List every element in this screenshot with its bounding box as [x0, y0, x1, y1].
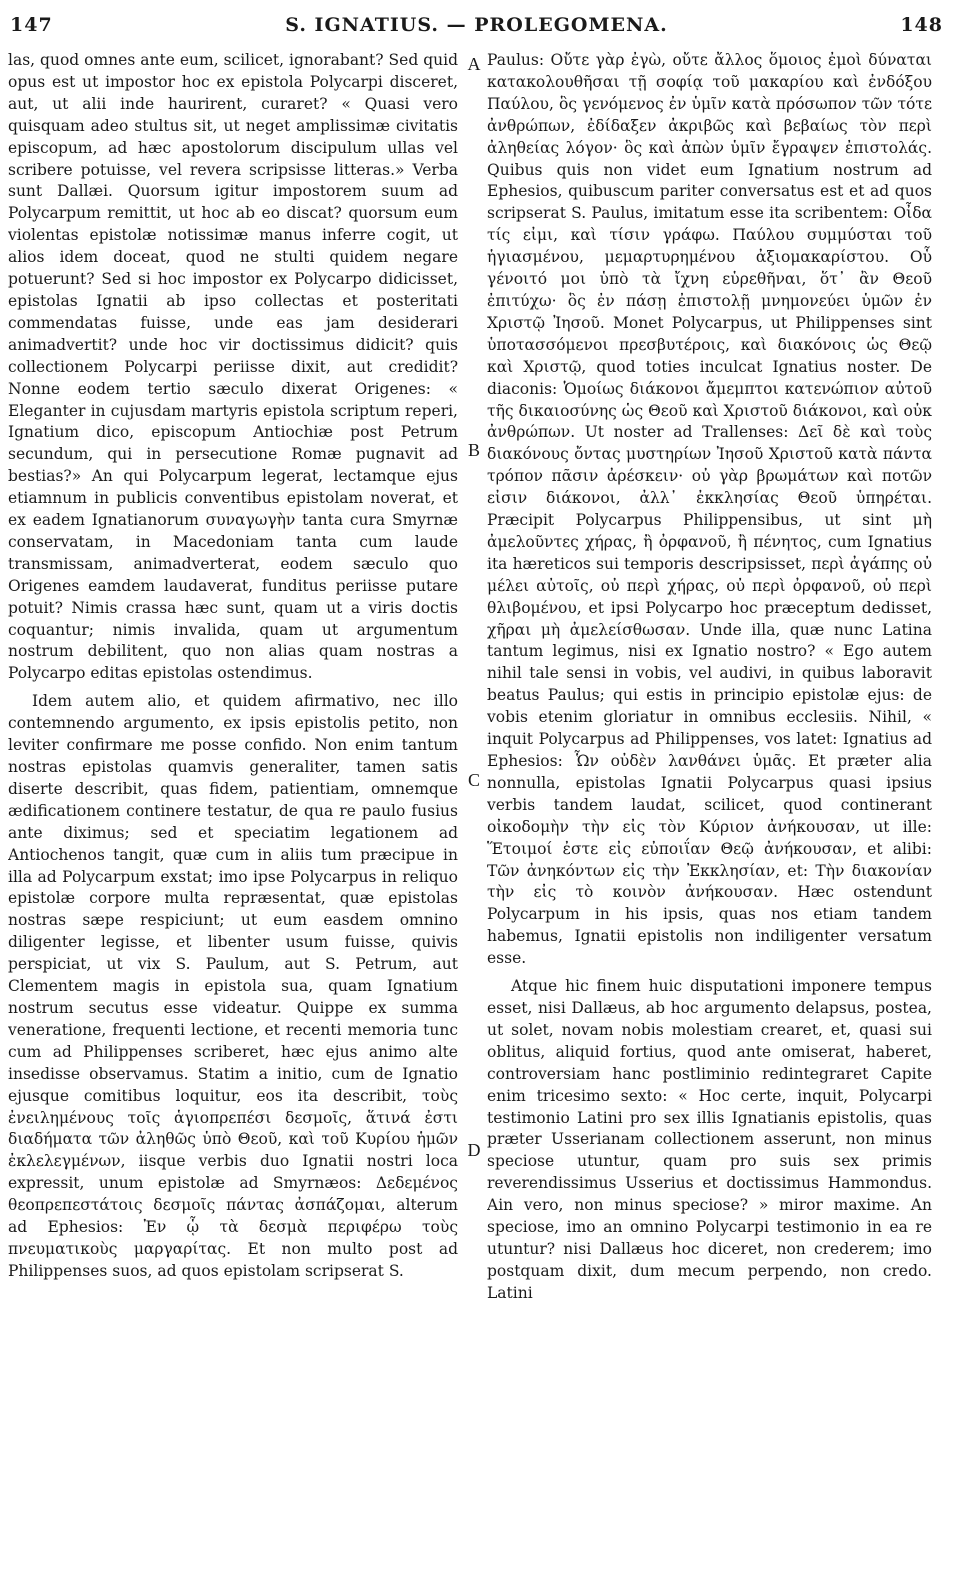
page-number-left: 147 [10, 14, 53, 36]
margin-letter-b: B [467, 440, 480, 460]
paragraph: Idem autem alio, et quidem afirmativo, nec illo contemnendo argumento, ex ipsis epistolis petito, non leviter confirmare me posse confido. Non enim tantum nostras epistolas quamvis generaliter, tamen satis diserte describit, quas fidem, patientiam, omnemque ædificationem continere testatur, de qua re paulo fusius ante diximus; sed et speciatim legationem ad Antiochenos tangit, quæ cum in aliis tum præcipue in illa ad Polycarpum exstat; imo ipse Polycarpus in reliquo epistolæ corpore multa repræsentat, quæ epistolas nostras sæpe respiciunt; ut eum easdem omnino diligenter legisse, et libenter usum fuisse, quivis perspiciat, ut vix S. Paulum, aut S. Petrum, aut Clementem magis in epistola sua, quam Ignatium nostrum secutus esse videatur. Quippe ex summa veneratione, frequenti lectione, et recenti memoria tunc cum ad Philippenses scriberet, hæc ejus animo alte insedisse observamus. Statim a initio, cum de Ignatio ejusque comitibus loquitur, eos ita describit, τοὺς ἐνειλημένους τοῖς ἁγιοπρεπέσι δεσμοῖς, ἅτινά ἐστι διαδήματα τῶν ἀληθῶς ὑπὸ Θεοῦ, καὶ τοῦ Κυρίου ἡμῶν ἐκλελεγμένων, iisque verbis duo Ignatii nostri loca expressit, unum epistolæ ad Smyrnæos: Δεδεμένος θεοπρεπεστάτοις δεσμοῖς πάντας ἀσπάζομαι, alterum ad Ephesios: Ἐν ᾧ τὰ δεσμὰ περιφέρω τοὺς πνευματικοὺς μαργαρίτας. Et non multo post ad Philippenses suos, ad quos epistolam scripserat S. [8, 692, 458, 1280]
right-column [487, 50, 932, 1573]
paragraph: Paulus: Οὔτε γὰρ ἐγὼ, οὔτε ἄλλος ὅμοιος ἐμοὶ δύναται κατακολουθῆσαι τῇ σοφίᾳ τοῦ μακαρίου καὶ ἐνδόξου Παύλου, ὃς γενόμενος ἐν ὑμῖν κατὰ πρόσωπον τῶν τότε ἀνθρώπων, ἐδίδαξεν ἀκριβῶς καὶ βεβαίως τὸν περὶ ἀληθείας λόγον· ὃς καὶ ἀπὼν ὑμῖν ἔγραψεν ἐπιστολάς. Quibus quis non videt eum Ignatium nostrum ad Ephesios, quibuscum pariter conversatus est et ad quos scripserat S. Paulus, imitatum esse ita scribentem: Οἶδα τίς εἰμι, καὶ τίσιν γράφω. Παύλου συμμύσται τοῦ ἡγιασμένου, μεμαρτυρημένου ἀξιομακαρίστου. Οὗ γένοιτό μοι ὑπὸ τὰ ἴχνη εὑρεθῆναι, ὅτ᾽ ἂν Θεοῦ ἐπιτύχω· ὃς ἐν πάσῃ ἐπιστολῇ μνημονεύει ὑμῶν ἐν Χριστῷ Ἰησοῦ. Monet Polycarpus, ut Philippenses sint ὑποτασσόμενοι πρεσβυτέροις, καὶ διακόνοις ὡς Θεῷ καὶ Χριστῷ, quod toties inculcat Ignatius noster. De diaconis: Ὁμοίως διάκονοι ἄμεμπτοι κατενώπιον αὐτοῦ τῆς δικαιοσύνης ὡς Θεοῦ καὶ Χριστοῦ διάκονοι, καὶ οὐκ ἀνθρώπων. Ut noster ad Trallenses: Δεῖ δὲ καὶ τοὺς διακόνους ὄντας μυστηρίων Ἰησοῦ Χριστοῦ κατὰ πάντα τρόπον πᾶσιν ἀρέσκειν· οὐ γὰρ βρωμάτων καὶ ποτῶν εἰσιν διάκονοι, ἀλλ᾽ ἐκκλησίας Θεοῦ ὑπηρέται. Præcipit Polycarpus Philippensibus, ut sint μὴ ἀμελοῦντες χήρας, ἢ ὀρφανοῦ, ἢ πένητος, cum Ignatius ita hæreticos sui temporis descripsisset, περὶ ἀγάπης οὐ μέλει αὐτοῖς, οὐ περὶ χήρας, οὐ περὶ ὀρφανοῦ, οὐ περὶ θλιβομένου, et ipsi Polycarpo hoc præceptum dedisset, χῆραι μὴ ἀμελείσθωσαν. Unde illa, quæ nunc Latina tantum legimus, nisi ex Ignatio nostro? « Ego autem nihil tale sensi in vobis, vel audivi, in quibus laboravit beatus Paulus; qui estis in principio epistolæ ejus: de vobis etenim gloriatur in omnibus ecclesiis. Nihil, « inquit Polycarpus ad Philippenses, vos latet: Ignatius ad Ephesios: Ὧν οὐδὲν λανθάνει ὑμᾶς. Et præter alia nonnulla, epistolas Ignatii Polycarpus quasi ipsius verbis tandem laudat, scilicet, quod continerant οἰκοδομὴν τὴν εἰς τὸν Κύριον ἀνήκουσαν, ut ille: Ἕτοιμοί ἐστε εἰς εὐποιΐαν Θεῷ ἀνήκουσαν, et alibi: Τῶν ἀνηκόντων εἰς τὴν Ἐκκλησίαν, et: Τὴν διακονίαν τὴν εἰς τὸ κοινὸν ἀνήκουσαν. Hæc ostendunt Polycarpum in his ipsis, quas nos etiam tandem habemus, Ignatii epistolis non indiligenter versatum esse. [487, 51, 932, 968]
margin-letter-a: A [467, 54, 481, 74]
paragraph: Atque hic finem huic disputationi imponere tempus esset, nisi Dallæus, ab hoc argumento delapsus, postea, ut solet, novam nobis molestiam crearet, et, quasi sui oblitus, aliquid fortius, quod ante omiserat, haberet, controversiam hanc postliminio redintegraret Capite enim tricesimo sexto: « Hoc certe, inquit, Polycarpi testimonio Latini pro sex illis Ignatianis epistolis, quas præter Usserianam collectionem asserunt, non minus speciose utuntur, quam pro suis sex primis reverendissimus Usserius et doctissimus Hammondus. Ain vero, non minus speciose? » miror maxime. An speciose, imo an omnino Polycarpi testimonio in ea re utuntur? nisi Dallæus hoc diceret, non crederem; imo postquam dixit, dum mecum perpendo, non credo. Latini [487, 977, 932, 1302]
page-number-right: 148 [900, 14, 943, 36]
margin-letter-d: D [467, 1140, 481, 1160]
margin-letter-c: C [467, 770, 480, 790]
running-header [10, 14, 943, 42]
running-title: S. IGNATIUS. — PROLEGOMENA. [285, 14, 668, 36]
left-column [8, 50, 458, 1573]
paragraph: las, quod omnes ante eum, scilicet, ignorabant? Sed quid opus est ut impostor hoc ex epistola Polycarpi disceret, aut, ut alii inde haurirent, curaret? « Quasi vero quisquam adeo stultus sit, ut neget amplissimæ civitatis episcopum, ad hæc apostolorum discipulum ullas vel scribere potuisse, vel revera scripsisse litteras.» Verba sunt Dallæi. Quorsum igitur impostorem suum ad Polycarpum remittit, ut hoc ab eo discat? quorsum eum violentas epistolæ notissimæ manus inferre cogit, ut alios idem doceat, quod ne stulti quidem negare potuerunt? Sed si hoc impostor ex Polycarpo didicisset, epistolas Ignatii ab ipso collectas et posteritati commendatas fuisse, unde eas jam desiderari animadvertit? unde hoc vir doctissimus didicit? quis collectionem Polycarpi periisse dixit, aut credidit? Nonne eodem tertio sæculo dixerat Origenes: « Eleganter in cujusdam martyris epistola scriptum reperi, Ignatium dico, episcopum Antiochiæ post Petrum secundum, qui in persecutione Romæ pugnavit ad bestias?» An qui Polycarpum legerat, lectamque ejus etiamnum in publicis conventibus epistolam noverat, et ex eadem Ignatianorum συναγωγὴν tanta cura Smyrnæ conservatam, in Macedoniam tanta cum laude transmissam, animadverterat, eodem sæculo quo Origenes eamdem laudaverat, funditus periisse putare potuit? Nimis crassa hæc sunt, quam ut a viris doctis coquantur; nimis invalida, quam ut argumentum nostrum debilitent, quo non alias quam nostras a Polycarpo editas epistolas ostendimus. [8, 51, 458, 683]
